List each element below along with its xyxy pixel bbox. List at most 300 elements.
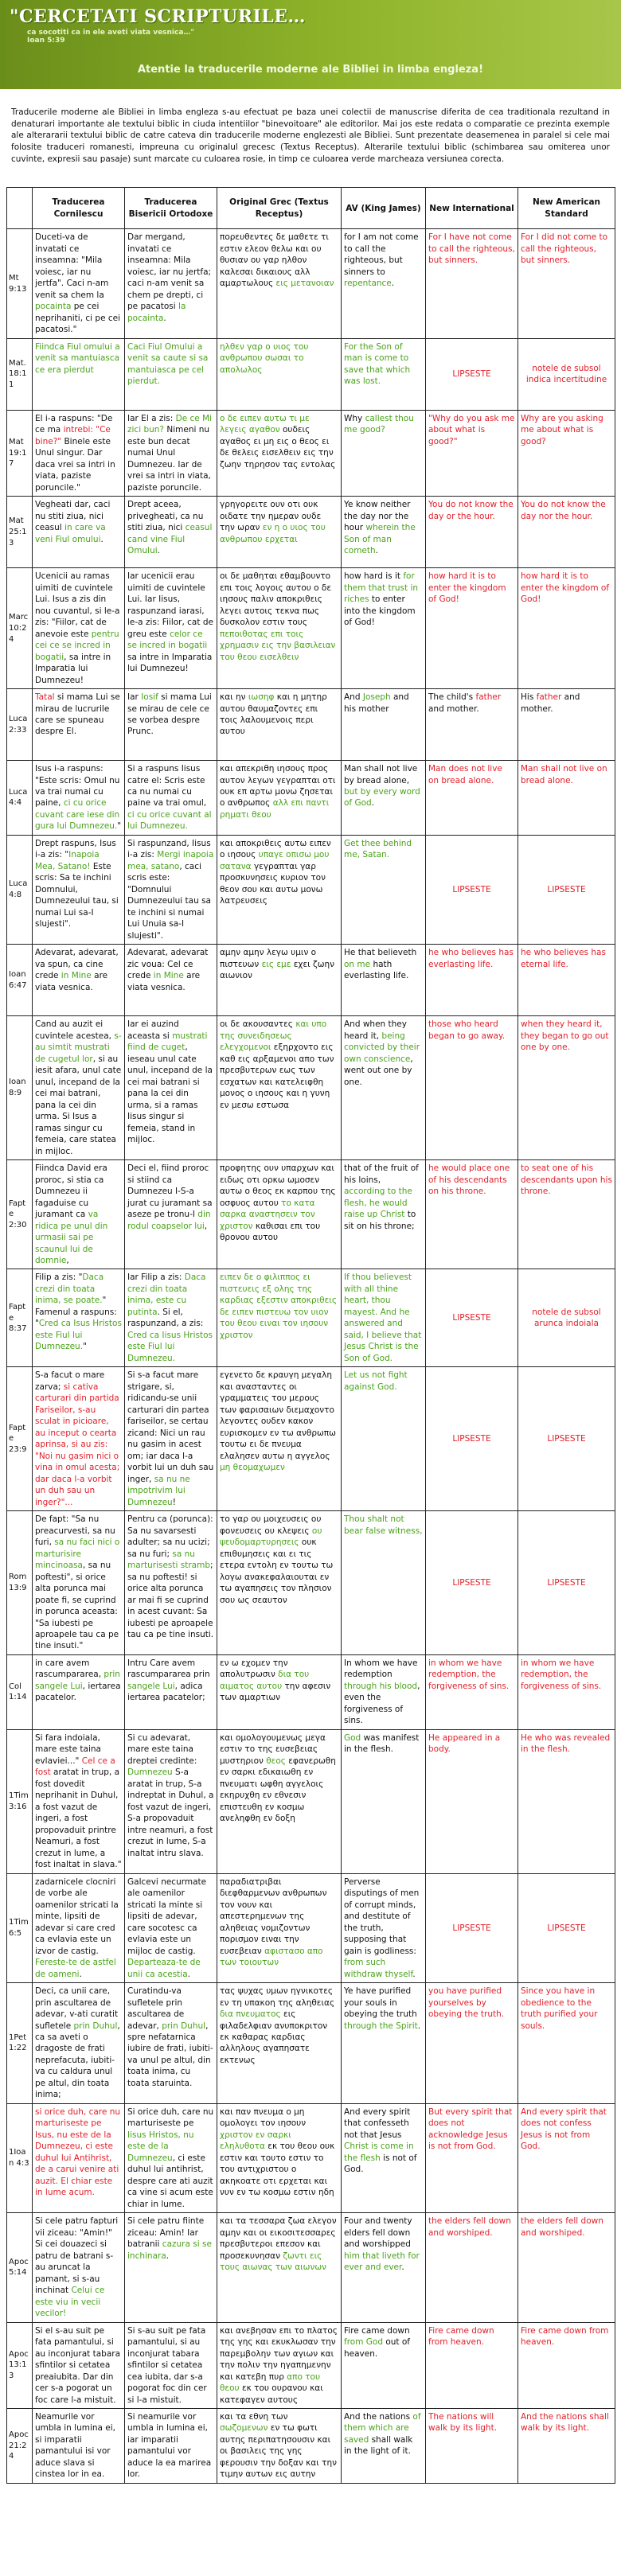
verse-text-segment: Joseph: [362, 692, 391, 703]
verse-text-segment: .: [391, 279, 395, 289]
verse-text-segment: Cred ca Isus Hristos este Fiul lui Dumnezeu.: [35, 1319, 122, 1352]
verse-text-segment: Dumnezeu: [127, 1767, 173, 1778]
cell-niv: [426, 1873, 518, 1982]
cell-nasb: [518, 229, 615, 338]
verse-text-segment: Fire came down: [344, 2325, 410, 2336]
verse-text-segment: Galcevi necurmate ale oamenilor stricati la minte si lipsiti de adevar, care socotesc ca evlavia este un mijloc de castig.: [127, 1876, 207, 1956]
cell-kjv: [342, 1729, 426, 1873]
cell-ortodoxe: [125, 229, 217, 338]
verse-text-segment: Filip a zis: ": [35, 1272, 83, 1283]
verse-text-segment: din rodul coapselor lui: [127, 1210, 211, 1231]
verse-text-segment: Daca crezi din toata inima, se poate.: [35, 1272, 104, 1306]
cell-cornilescu: [33, 835, 125, 944]
cell-niv: [426, 2409, 518, 2484]
cell-cornilescu: [33, 410, 125, 496]
cell-ortodoxe: [125, 1367, 217, 1511]
cell-nasb: [518, 497, 615, 568]
cell-niv: [426, 1367, 518, 1511]
cell-ortodoxe: [125, 761, 217, 836]
cell-nasb: [518, 338, 615, 410]
verse-text-segment: υπαγε οπισω μου σατανα: [220, 850, 330, 871]
cell-kjv: [342, 1160, 426, 1269]
verse-text-segment: .: [100, 534, 104, 544]
cell-reference: Luca 2:33: [7, 689, 33, 761]
verse-text-segment: Si fara indoiala, mare este taina evlaviei...": [35, 1732, 101, 1766]
verse-text-segment: Thou shalt not bear false witness,: [344, 1514, 423, 1536]
cell-nasb: [518, 2103, 615, 2212]
cell-reference: Mat 19:17: [7, 410, 33, 496]
verse-text-segment: εφανερωθη εν σαρκι εδικαιωθη εν πνευματι ωφθη αγγελοις εκηρυχθη εν εθνεσιν επιστευθη εν κοσμω ανεληφθη εν δοξη: [220, 1756, 336, 1824]
verse-text-segment: ": [83, 1342, 87, 1352]
cell-greek: [217, 945, 342, 1016]
table-row: [7, 1983, 615, 2104]
cell-niv: [426, 835, 518, 944]
verse-text-segment: from such withdraw thyself: [344, 1958, 413, 1979]
verse-text-segment: μη θεομαχωμεν: [220, 1463, 285, 1473]
verse-text-segment: Four and twenty elders fell down and worshipped: [344, 2216, 412, 2250]
verse-text-segment: .: [187, 1969, 190, 1979]
verse-text-segment: For I have not come to call the righteous, but sinners.: [428, 232, 515, 266]
verse-text-segment: "Why do you ask me about what is good?": [428, 413, 515, 446]
cell-cornilescu: [33, 497, 125, 568]
cell-greek: [217, 761, 342, 836]
cell-cornilescu: [33, 1511, 125, 1655]
verse-text-segment: LIPSESTE: [547, 884, 586, 894]
cell-nasb: [518, 689, 615, 761]
verse-text-segment: pe cei neprihaniti, ci pe cei pacatosi.": [35, 302, 121, 335]
table-row: [7, 945, 615, 1016]
cell-nasb: [518, 2213, 615, 2322]
header-greek: Original Grec (Textus Receptus): [217, 188, 342, 229]
cell-kjv: [342, 2213, 426, 2322]
verse-text-segment: according to the flesh, he would raise up Christ: [344, 1187, 412, 1220]
verse-text-segment: , caci scris este: "Domnului Dumnezeului tau sa te inchini si numai Lui Unuia sa-I slujesti".: [127, 861, 211, 941]
table-body: [7, 229, 615, 2483]
verse-text-segment: θεος: [266, 1756, 286, 1766]
cell-niv: [426, 568, 518, 689]
cell-kjv: [342, 1983, 426, 2104]
table-row: [7, 1160, 615, 1269]
verse-text-segment: ": [117, 821, 122, 832]
verse-text-segment: hath everlasting life.: [344, 959, 409, 981]
verse-text-segment: how hard is it: [344, 571, 404, 582]
header-banner: [0, 0, 621, 89]
cell-reference: 1Ioan 4:3: [7, 2103, 33, 2212]
verse-text-segment: Since you have in obedience to the truth purified your souls.: [521, 1986, 598, 2031]
cell-kjv: [342, 410, 426, 496]
verse-text-segment: , went out one by one.: [344, 1054, 413, 1087]
verse-text-segment: Vegheati dar, caci nu stiti ziua, nici ceasul: [35, 500, 111, 533]
verse-text-segment: και παν πνευμα ο μη ομολογει τον ιησουν: [220, 2106, 307, 2129]
header-ortodoxe: Traducerea Bisericii Ortodoxe: [125, 188, 217, 229]
verse-text-segment: αφιστασο απο των τοιουτων: [220, 1946, 323, 1968]
cell-ortodoxe: [125, 689, 217, 761]
verse-text-segment: from God: [344, 2337, 383, 2348]
cell-cornilescu: [33, 1160, 125, 1269]
header-nasb: New American Standard: [518, 188, 615, 229]
table-row: [7, 497, 615, 568]
table-row: [7, 568, 615, 689]
table-row: [7, 1016, 615, 1160]
verse-text-segment: you have purified yourselves by obeying the truth.: [428, 1986, 505, 2020]
verse-text-segment: in whom we have redemption, the forgiveness of sins.: [521, 1658, 602, 1691]
verse-text-segment: aratat in trup, a fost dovedit neprihanit in Duhul, a fost vazut de ingeri, a fost propovaduit printre Neamuri, a fost crezut in lume, a fost inaltat in slava.": [35, 1767, 122, 1870]
cell-cornilescu: [33, 1269, 125, 1367]
page-title: "CERCETATI SCRIPTURILE…: [10, 6, 307, 27]
cell-niv: [426, 2213, 518, 2322]
verse-text-segment: γρηγορειτε ουν οτι ουκ οιδατε την ημεραν ουδε την ωραν: [220, 500, 322, 533]
verse-text-segment: pentru cei ce se incred in bogatii: [35, 629, 119, 662]
verse-text-segment: and his mother: [344, 692, 409, 714]
verse-text-segment: και τα τεσσαρα ζωα ελεγον αμην και οι εικοσιτεσσαρες πρεσβυτεροι επεσον και προσεκυνησαν: [220, 2216, 337, 2261]
verse-text-segment: δια του αιματος αυτου: [220, 1670, 310, 1691]
verse-text-segment: And: [344, 692, 363, 703]
verse-text-segment: Cred ca Iisus Hristos este Fiul lui Dumnezeu.: [127, 1330, 213, 1363]
verse-text-segment: Si s-a facut mare strigare, si, ridicandu-se unii carturari din partea fariseilor, se certau zicand: Nici un rau nu gasim in acest om; iar daca l-a vorbit lui un duh sau inger,: [127, 1370, 214, 1484]
verse-text-segment: la pocainta: [127, 302, 186, 323]
verse-text-segment: sangele Lui: [127, 1681, 175, 1691]
verse-text-segment: For I did not come to call the righteous, but sinners.: [521, 232, 608, 266]
verse-text-segment: LIPSESTE: [452, 1434, 491, 1444]
cell-reference: Mt 9:13: [7, 229, 33, 338]
verse-text-segment: εξηρχοντο εις καθ εις αρξαμενοι απο των πρεσβυτερων εως των εσχατων και κατελειφθη μονος ο ιησους και η γυνη εν μεσω εστωσα: [220, 1042, 334, 1110]
verse-text-segment: God: [344, 1732, 361, 1743]
verse-text-segment: Iar Filip a zis:: [127, 1272, 185, 1283]
verse-text-segment: prin Duhul: [162, 2021, 206, 2031]
cell-greek: [217, 1367, 342, 1511]
verse-text-segment: Daca crezi din toata inima, este cu putinta: [127, 1272, 206, 1317]
cell-niv: [426, 1983, 518, 2104]
verse-text-segment: intrebi: "Ce bine?": [35, 425, 111, 446]
cell-kjv: [342, 2103, 426, 2212]
table-row: [7, 1654, 615, 1729]
verse-text-segment: Drept raspuns, Isus i-a zis: ": [35, 838, 116, 860]
cell-nasb: [518, 945, 615, 1016]
cell-nasb: [518, 568, 615, 689]
verse-text-segment: Deci el, fiind proroc si stiind ca Dumnezeu I-S-a jurat cu juramant sa aseze pe tronu-I: [127, 1163, 213, 1220]
verse-text-segment: .: [417, 2021, 421, 2031]
cell-ortodoxe: [125, 835, 217, 944]
verse-text-segment: to sit on his throne;: [344, 1210, 416, 1231]
cell-kjv: [342, 338, 426, 410]
verse-text-segment: αμην αμην λεγω υμιν ο πιστευων: [220, 948, 317, 969]
verse-text-segment: Get thee behind me, Satan.: [344, 838, 412, 860]
cell-ortodoxe: [125, 1654, 217, 1729]
verse-text-segment: .: [79, 1969, 82, 1979]
cell-reference: Luca 4:4: [7, 761, 33, 836]
verse-text-segment: προφητης ουν υπαρχων και ειδως οτι ορκω ωμοσεν αυτω ο θεος εκ καρπου της οσφυος αυτου: [220, 1163, 336, 1208]
cell-cornilescu: [33, 945, 125, 1016]
verse-text-segment: notele de subsol arunca indoiala: [532, 1307, 601, 1329]
table-row: [7, 1511, 615, 1655]
verse-text-segment: And the nations shall walk by its light.: [521, 2412, 609, 2434]
cell-reference: Apoc 13:13: [7, 2322, 33, 2408]
cell-niv: [426, 229, 518, 338]
cell-niv: [426, 945, 518, 1016]
verse-text-segment: Si raspunzand, Iisus i-a zis:: [127, 838, 211, 860]
verse-text-segment: Caci Fiul Omului a venit sa caute si sa mantuiasca pe cel pierdut.: [127, 341, 209, 387]
verse-text-segment: εις μετανοιαν: [275, 279, 334, 289]
verse-text-segment: Man does not live on bread alone.: [428, 764, 502, 785]
verse-text-segment: If thou believest with all thine heart, thou mayest. And he answered and said, I believe that Jesus Christ is the Son of God.: [344, 1272, 422, 1363]
verse-text-segment: shall walk in the light of it.: [344, 2434, 413, 2457]
verse-text-segment: και η μητηρ αυτου θαυμαζοντες επι τοις λαλουμενοις περι αυτου: [220, 692, 327, 737]
verse-text-segment: και ην: [220, 692, 248, 703]
verse-text-segment: Nimeni nu este bun decat numai Unul Dumnezeu. Iar de vrei sa intri in viata, paziste poruncile.: [127, 425, 211, 493]
cell-niv: [426, 761, 518, 836]
cell-ortodoxe: [125, 338, 217, 410]
verse-text-segment: callest thou me good?: [344, 413, 414, 435]
cell-niv: [426, 1016, 518, 1160]
cell-kjv: [342, 229, 426, 338]
verse-text-segment: when they heard it, they began to go out one by one.: [521, 1019, 609, 1053]
verse-text-segment: και τα εθνη των: [220, 2412, 288, 2422]
verse-text-segment: εις φιλαδελφιαν ανυποκριτον εκ καθαρας καρδιας αλληλους αγαπησατε εκτενως: [220, 2009, 328, 2065]
cell-nasb: [518, 1016, 615, 1160]
cell-nasb: [518, 1983, 615, 2104]
verse-text-segment: ιωσηφ: [248, 692, 275, 703]
cell-kjv: [342, 568, 426, 689]
cell-cornilescu: [33, 1873, 125, 1982]
verse-text-segment: Binele este Unul singur. Dar daca vrei sa intri in viata, paziste poruncile.": [35, 436, 115, 493]
verse-text-segment: Intru Care avem rascumpararea prin: [127, 1658, 210, 1680]
cell-nasb: [518, 1269, 615, 1367]
table-row: [7, 410, 615, 496]
cell-nasb: [518, 410, 615, 496]
verse-text-segment: Perverse disputings of men of corrupt minds, and destitute of the truth, supposing that gain is godliness:: [344, 1876, 420, 1956]
cell-greek: [217, 1729, 342, 1873]
verse-text-segment: , sa intre in Imparatia lui Dumnezeu!: [35, 652, 111, 685]
cell-nasb: [518, 1873, 615, 1982]
cell-kjv: [342, 2322, 426, 2408]
cell-cornilescu: [33, 1983, 125, 2104]
verse-text-segment: Why: [344, 413, 365, 423]
cell-niv: [426, 1511, 518, 1655]
verse-text-segment: Dar mergand, invatati ce inseamna: Mila voiesc, iar nu jertfa; caci n-am venit sa chem pe drepti, ci pe pacatosi: [127, 232, 212, 312]
cell-reference: Fapte 8:37: [7, 1269, 33, 1367]
verse-text-segment: he who believes has eternal life.: [521, 948, 606, 969]
verse-text-segment: va ridica pe unul din urmasii sai pe scaunul lui de domnie: [35, 1210, 108, 1265]
table-row: [7, 2409, 615, 2484]
cell-niv: [426, 1269, 518, 1367]
cell-niv: [426, 689, 518, 761]
verse-text-segment: In whom we have redemption: [344, 1658, 418, 1680]
cell-ortodoxe: [125, 2322, 217, 2408]
table-row: [7, 1873, 615, 1982]
cell-reference: Rom 13:9: [7, 1511, 33, 1655]
cell-ortodoxe: [125, 568, 217, 689]
verse-text-segment: Celui ce este viu in vecii vecilor!: [35, 2286, 105, 2319]
verse-text-segment: Cand au auzit ei cuvintele acestea,: [35, 1019, 115, 1041]
header-niv: New International: [426, 188, 518, 229]
verse-text-segment: he would place one of his descendants on his throne.: [428, 1163, 510, 1197]
verse-text-segment: την αφεσιν των αμαρτιων: [220, 1681, 331, 1703]
verse-text-segment: Fiindca David era proroc, si stia ca Dumnezeu ii fagaduise cu juramant ca: [35, 1163, 107, 1220]
verse-text-segment: το κατα σαρκα αναστησειν τον χριστον: [220, 1198, 315, 1231]
cell-cornilescu: [33, 1367, 125, 1511]
verse-text-segment: ουδεις αγαθος ει μη εις ο θεος ει δε θελεις εισελθειν εις την ζωην τηρησον τας εντολας: [220, 425, 336, 470]
cell-cornilescu: [33, 1729, 125, 1873]
verse-text-segment: zadarnicele clocniri de vorbe ale oamenilor stricati la minte, lipsiti de adevar si care cred ca evlavia este un izvor de castig.: [35, 1876, 119, 1956]
cell-kjv: [342, 1367, 426, 1511]
cell-greek: [217, 2213, 342, 2322]
verse-text-segment: Si cu adevarat, mare este taina dreptei credinte:: [127, 1732, 197, 1766]
verse-text-segment: !: [172, 1497, 176, 1507]
verse-text-segment: And when they heard it,: [344, 1019, 407, 1041]
verse-text-segment: , ieseau unul cate unul, incepand de la cei mai batrani si pana la cei din urma, si a ramas Iisus singur si femeia, stand in mijloc.: [127, 1042, 213, 1145]
verse-text-segment: those who heard began to go away.: [428, 1019, 506, 1041]
verse-text-segment: He appeared in a body.: [428, 1732, 501, 1755]
verse-text-segment: ci cu orice cuvant care iese din gura lui Dumnezeu.: [35, 798, 120, 832]
verse-text-segment: The child's: [428, 692, 476, 703]
cell-nasb: [518, 761, 615, 836]
cell-greek: [217, 835, 342, 944]
verse-text-segment: si mama Lui se mirau de lucrurile care se spuneau despre El.: [35, 692, 120, 737]
verse-text-segment: His: [521, 692, 537, 703]
verse-text-segment: on me: [344, 959, 371, 969]
cell-niv: [426, 1160, 518, 1269]
cell-reference: 1Tim 6:5: [7, 1873, 33, 1982]
verse-text-segment: to enter into the kingdom of God!: [344, 594, 416, 628]
verse-text-segment: how hard it is to enter the kingdom of God!: [521, 571, 610, 605]
verse-text-segment: " Famenul a raspuns: ": [35, 1296, 117, 1329]
verse-text-segment: Ye have purified your souls in obeying the truth: [344, 1986, 417, 2020]
cell-ortodoxe: [125, 945, 217, 1016]
verse-text-segment: Si neamurile vor umbla in lumina ei, iar imparatii pamantului vor aduce la ea marirea lor.: [127, 2412, 212, 2480]
verse-text-segment: καθισαι επι του θρονου αυτου: [220, 1221, 321, 1243]
cell-cornilescu: [33, 689, 125, 761]
verse-text-segment: But every spirit that does not acknowledge Jesus is not from God.: [428, 2106, 513, 2152]
cell-greek: [217, 497, 342, 568]
verse-text-segment: father: [475, 692, 502, 703]
cell-kjv: [342, 945, 426, 1016]
cell-nasb: [518, 1729, 615, 1873]
verse-text-segment: LIPSESTE: [547, 1577, 586, 1588]
cell-greek: [217, 1511, 342, 1655]
verse-text-segment: prin sangele Lui: [35, 1670, 120, 1691]
verse-text-segment: S-a aratat in trup, S-a indreptat in Duhul, a fost vazut de ingeri, S-a propovaduit intre neamuri, a fost crezut in lume, S-a inaltat intru slava.: [127, 1767, 214, 1858]
table-header-row: [7, 188, 615, 229]
verse-text-segment: εν τω φωτι αυτης περιπατησουσιν και οι βασιλεις της γης φερουσιν την δοξαν και την τιμην αυτων εις αυτην: [220, 2423, 338, 2480]
verse-text-segment: sa nu marturisesti stramb: [127, 1549, 210, 1571]
cell-cornilescu: [33, 568, 125, 689]
table-row: [7, 2213, 615, 2322]
verse-text-segment: ,: [204, 1221, 208, 1231]
verse-text-segment: .: [157, 546, 160, 556]
verse-text-segment: De fapt: "Sa nu preacurvesti, sa nu furi,: [35, 1514, 115, 1548]
verse-text-segment: in care avem rascumpararea,: [35, 1658, 104, 1680]
verse-text-segment: He that believeth: [344, 948, 417, 958]
verse-text-segment: through the Spirit: [344, 2021, 418, 2031]
verse-text-segment: ου ψευδομαρτυρησεις: [220, 1526, 322, 1548]
cell-reference: 1Tim 3:16: [7, 1729, 33, 1873]
verse-text-segment: παραδιατριβαι διεφθαρμενων ανθρωπων τον νουν και απεστερημενων της αληθειας νομιζοντων πορισμον ειναι την ευσεβειαν: [220, 1876, 327, 1956]
cell-ortodoxe: [125, 1511, 217, 1655]
verse-text-segment: in Mine: [153, 971, 184, 981]
cell-ortodoxe: [125, 1873, 217, 1982]
verse-text-segment: Man shall not live on bread alone.: [521, 764, 607, 785]
verse-text-segment: πορευθεντες δε μαθετε τι εστιν ελεον θελω και ου θυσιαν ου γαρ ηλθον καλεσαι δικαιους αλλ αμαρτωλους: [220, 232, 329, 289]
cell-kjv: [342, 761, 426, 836]
verse-text-segment: Iar El a zis:: [127, 413, 176, 423]
cell-reference: 1Pet 1:22: [7, 1983, 33, 2104]
verse-text-segment: εις εμε: [261, 959, 291, 969]
verse-text-segment: sa intre in Imparatia lui Dumnezeu!: [127, 652, 213, 674]
verse-text-segment: σωζομενων: [220, 2423, 268, 2434]
verse-text-segment: ηλθεν γαρ ο υιος του ανθρωπου σωσαι το απολωλος: [220, 341, 309, 375]
cell-greek: [217, 338, 342, 410]
intro-paragraph: Traducerile moderne ale Bibliei in limba engleza s-au efectuat pe baza unei colectii de manuscrise diferita de cea traditionala rezultand in denaturari importante ale textului biblic in ciuda intentiilor "binevoitoare" ale editorilor. Mai jos este redata o comparatie ce prezinta exemple ale alterararii textului biblic de catre cateva din traducerile moderne englezesti ale Bibliei. Sunt prezentate deasemenea in paralel si cele mai folosite traduceri romanesti, impreuna cu originalul grecesc (Textus Receptus). Alterarile textului biblic (schimbarea sau omiterea unor cuvinte, expresii sau pasaje) sunt marcate cu culoarea rosie, in timp ce culoarea verde marcheaza versiunea corecta.: [11, 107, 610, 164]
cell-reference: Mat. 18:11: [7, 338, 33, 410]
cell-nasb: [518, 1654, 615, 1729]
cell-reference: Fapte 2:30: [7, 1160, 33, 1269]
verse-text-segment: Why are you asking me about what is good?: [521, 413, 603, 446]
verse-text-segment: out of heaven.: [344, 2337, 410, 2359]
cell-greek: [217, 1654, 342, 1729]
verse-text-segment: Iosif: [141, 692, 158, 703]
cell-greek: [217, 1873, 342, 1982]
verse-text-segment: εγενετο δε κραυγη μεγαλη και ανασταντες οι γραμματεις του μερους των φαρισαιων διεμαχοντο λεγοντες ουδεν κακον ευρισκομεν εν τω ανθρωπω τουτω ει δε πνευμα ελαλησεν αυτω η αγγελος: [220, 1370, 336, 1461]
verse-text-segment: .: [401, 2262, 404, 2273]
table-row: [7, 1269, 615, 1367]
verse-text-segment: And every spirit that does not confess Jesus is not from God.: [521, 2106, 607, 2152]
verse-text-segment: Ye know neither the day nor the hour: [344, 500, 411, 533]
cell-reference: Apoc 5:14: [7, 2213, 33, 2322]
banner-reference: Ioan 5:39: [27, 37, 65, 45]
verse-text-segment: in care va veni Fiul omului: [35, 523, 106, 544]
verse-text-segment: εκ του θεου ουκ εστιν και τουτο εστιν το του αντιχριστου ο ακηκοατε οτι ερχεται και νυν εν τω κοσμω εστιν ηδη: [220, 2141, 335, 2198]
cell-reference: Ioan 6:47: [7, 945, 33, 1016]
cell-cornilescu: [33, 2103, 125, 2212]
verse-text-segment: to seat one of his descendants upon his throne.: [521, 1163, 612, 1197]
verse-text-segment: cazura si se inchinara: [127, 2239, 212, 2261]
verse-text-segment: αλλ επι παντι ρηματι θεου: [220, 798, 330, 820]
verse-text-segment: and mother.: [428, 703, 479, 714]
verse-text-segment: repentance: [344, 279, 392, 289]
verse-text-segment: Si el s-au suit pe fata pamantului, si au inconjurat tabara sfintilor si cetatea preaiubita. Dar din cer s-a pogorat un foc care l-a mistuit.: [35, 2325, 121, 2405]
cell-greek: [217, 1983, 342, 2104]
verse-text-segment: Christ is come in the flesh: [344, 2141, 414, 2163]
verse-text-segment: S-a facut o mare zarva;: [35, 1370, 105, 1392]
verse-text-segment: Si orice duh, care nu marturiseste pe: [127, 2106, 214, 2129]
verse-text-segment: through his blood: [344, 1681, 418, 1691]
verse-text-segment: LIPSESTE: [547, 1923, 586, 1933]
cell-cornilescu: [33, 229, 125, 338]
cell-greek: [217, 1160, 342, 1269]
cell-greek: [217, 1269, 342, 1367]
verse-text-segment: .: [166, 2251, 170, 2261]
verse-text-segment: in Mine: [61, 971, 92, 981]
cell-greek: [217, 2103, 342, 2212]
verse-text-segment: εν ω εχομεν την απολυτρωσιν: [220, 1658, 288, 1680]
verse-text-segment: but by every word of God: [344, 787, 420, 809]
verse-text-segment: , spre nefatarnica iubire de frati, iubiti-va unul pe altul, din toata inima, cu toata staruinta.: [127, 2021, 213, 2088]
verse-text-segment: Fereste-te de astfel de oameni: [35, 1958, 116, 1979]
table-row: [7, 1729, 615, 1873]
verse-text-segment: Drept aceea, privegheati, ca nu stiti ziua, nici: [127, 500, 204, 533]
verse-text-segment: ουκ επιθυμησεις και ει τις ετερα εντολη εν τουτω τω λογω ανακεφαλαιουται εν τω αγαπησεις τον πλησιον σου ως σεαυτον: [220, 1537, 334, 1605]
verse-text-segment: Este scris: Sa te inchini Domnului, Dumnezeului tau, si numai Lui sa-I slujesti".: [35, 861, 119, 929]
cell-greek: [217, 2409, 342, 2484]
cell-niv: [426, 410, 518, 496]
page-subtitle: Atentie la traducerile moderne ale Bibliei in limba engleza!: [137, 64, 484, 76]
cell-cornilescu: [33, 1016, 125, 1160]
verse-text-segment: LIPSESTE: [452, 884, 491, 894]
verse-text-segment: LIPSESTE: [452, 1577, 491, 1588]
cell-ortodoxe: [125, 1160, 217, 1269]
verse-text-segment: Si cele patru fapturi vii ziceau: "Amin!" Si cei douazeci si patru de batrani s-au aruncat la pamant, si s-au inchinat: [35, 2216, 119, 2296]
verse-text-segment: Adevarat, adevarat, va spun, ca cine crede: [35, 948, 119, 981]
